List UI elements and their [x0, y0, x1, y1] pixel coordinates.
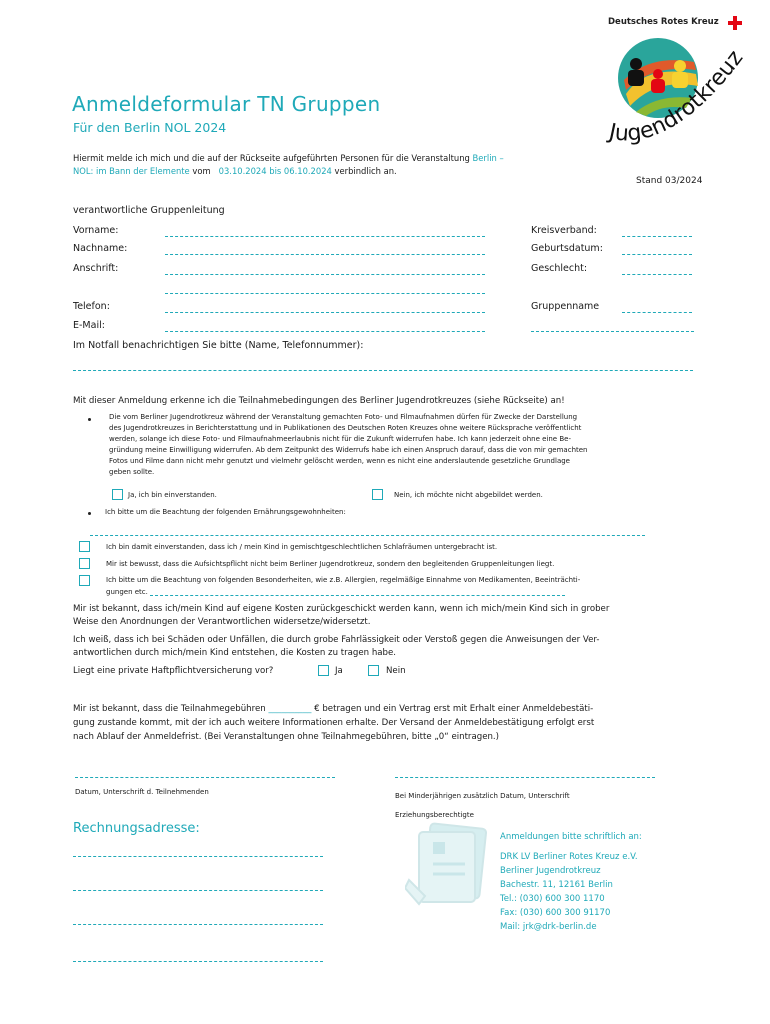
- liability-yes-label: Ja: [335, 666, 343, 676]
- geburtsdatum-field[interactable]: [622, 254, 692, 255]
- signature-right-label: Bei Minderjährigen zusätzlich Datum, Unterschrift Erziehungsberechtigte: [395, 792, 570, 819]
- kreisverband-label: Kreisverband:: [531, 225, 597, 236]
- liability-no-label: Nein: [386, 666, 406, 676]
- email-field[interactable]: [165, 331, 485, 332]
- red-cross-icon: [728, 16, 742, 30]
- signature-right-line[interactable]: [395, 777, 655, 778]
- contact-line: Fax: (030) 600 300 91170: [500, 908, 611, 918]
- liability-yes-checkbox[interactable]: [318, 665, 329, 676]
- photo-consent-text: Die vom Berliner Jugendrotkreuz während der Veranstaltung gemachten Foto- und Filmaufnahmen dürfen für Zwecke der Darstellung des Jugendrotkreuzes in Berichterstattung und in Publikationen des Deutschen Roten Kreuzes ohne weitere Rücksprache veröffentlicht werden, solange ich diese Foto- und Filmaufnahmeerlaubnis nicht für die Zukunft widerrufen habe. Ich kann jederzeit ohne eine Be- gründung meine Einwilligung widerrufen. Ab dem Zeitpunkt des Widerrufs habe ich einen Anspruch darauf, dass die von mir gemachten Fotos und Filme dann nicht mehr genutzt und vielmehr gelöscht werden, wenn es nicht eine anderslautende gesetzliche Grundlage geben sollte.: [109, 413, 588, 476]
- nachname-label: Nachname:: [73, 243, 128, 254]
- vorname-label: Vorname:: [73, 225, 119, 236]
- org-name: Deutsches Rotes Kreuz: [608, 17, 719, 27]
- geburtsdatum-label: Geburtsdatum:: [531, 243, 603, 254]
- document-pen-icon: [405, 820, 495, 915]
- diet-label: Ich bitte um die Beachtung der folgenden Ernährungsgewohnheiten:: [105, 508, 346, 516]
- email-label: E-Mail:: [73, 320, 105, 331]
- accept-terms-text: Mit dieser Anmeldung erkenne ich die Teilnahmebedingungen des Berliner Jugendrotkreuzes (siehe Rückseite) an!: [73, 396, 565, 406]
- page-subtitle: Für den Berlin NOL 2024: [73, 120, 227, 135]
- mixed-rooms-label: Ich bin damit einverstanden, dass ich / mein Kind in gemischtgeschlechtlichen Schlafräumen untergebracht ist.: [106, 543, 498, 551]
- supervision-checkbox[interactable]: [79, 558, 90, 569]
- gruppenname-field[interactable]: [622, 312, 692, 313]
- special-needs-label-2: gungen etc.: [106, 588, 148, 596]
- geschlecht-label: Geschlecht:: [531, 263, 588, 274]
- bullet-diet: [88, 512, 91, 515]
- billing-line-1[interactable]: [73, 856, 323, 857]
- photo-no-checkbox[interactable]: [372, 489, 383, 500]
- anschrift-field-1[interactable]: [165, 274, 485, 275]
- anschrift-field-2[interactable]: [165, 293, 485, 294]
- vorname-field[interactable]: [165, 236, 485, 237]
- billing-line-4[interactable]: [73, 961, 323, 962]
- signature-left-line[interactable]: [75, 777, 335, 778]
- special-needs-label-1: Ich bitte um die Beachtung von folgenden Besonderheiten, wie z.B. Allergien, regelmäßige Einnahme von Medikamenten, Beeinträchti-: [106, 576, 581, 584]
- special-needs-field[interactable]: [150, 595, 565, 596]
- billing-line-3[interactable]: [73, 924, 323, 925]
- telefon-label: Telefon:: [73, 301, 110, 312]
- special-needs-checkbox[interactable]: [79, 575, 90, 586]
- photo-no-label: Nein, ich möchte nicht abgebildet werden.: [394, 491, 543, 499]
- signature-left-label: Datum, Unterschrift d. Teilnehmenden: [75, 788, 209, 796]
- mixed-rooms-checkbox[interactable]: [79, 541, 90, 552]
- drk-logo: [600, 14, 750, 154]
- liability-question: Liegt eine private Haftpflichtversicherung vor?: [73, 666, 274, 676]
- intro-text: Hiermit melde ich mich und die auf der Rückseite aufgeführten Personen für die Veranstaltung Berlin – NOL: im Bann der Elemente vom 03.10.2024 bis 06.10.2024 verbindlich an.: [73, 153, 504, 176]
- photo-yes-checkbox[interactable]: [112, 489, 123, 500]
- photo-yes-label: Ja, ich bin einverstanden.: [128, 491, 217, 499]
- anschrift-label: Anschrift:: [73, 263, 119, 274]
- stand-date: Stand 03/2024: [636, 176, 703, 186]
- billing-line-2[interactable]: [73, 890, 323, 891]
- liability-no-checkbox[interactable]: [368, 665, 379, 676]
- notfall-label: Im Notfall benachrichtigen Sie bitte (Name, Telefonnummer):: [73, 340, 364, 351]
- gruppenname-field-2[interactable]: [531, 331, 694, 332]
- damage-text: Ich weiß, dass ich bei Schäden oder Unfällen, die durch grobe Fahrlässigkeit oder Verstoß gegen die Anweisungen der Ver- antwortlichen durch mich/mein Kind entstehen, die Kosten zu tragen habe.: [73, 635, 600, 658]
- telefon-field[interactable]: [165, 312, 485, 313]
- kreisverband-field[interactable]: [622, 236, 692, 237]
- jugendrotkreuz-wordmark: [600, 42, 750, 152]
- bullet-photo: [88, 418, 91, 421]
- contact-line: Berliner Jugendrotkreuz: [500, 866, 601, 876]
- billing-heading: Rechnungsadresse:: [73, 821, 200, 836]
- contact-line: Tel.: (030) 600 300 1170: [500, 894, 605, 904]
- contact-block: [500, 850, 638, 934]
- gruppenname-label: Gruppenname: [531, 301, 600, 312]
- notfall-field[interactable]: [73, 370, 693, 371]
- fee-text: Mir ist bekannt, dass die Teilnahmegebühren __________ € betragen und ein Vertrag erst mit Erhalt einer Anmeldebestäti- gung zustande kommt, mit der ich auch weitere Informationen erhalte. Der Versand der Anmeldebestätigung erfolgt erst nach Ablauf der Anmeldefrist. (Bei Veranstaltungen ohne Teilnahmegebühren, bitte „0“ eintragen.): [73, 704, 595, 742]
- diet-field[interactable]: [90, 535, 645, 536]
- contact-line: Bachestr. 11, 12161 Berlin: [500, 880, 613, 890]
- geschlecht-field[interactable]: [622, 274, 692, 275]
- contact-line: DRK LV Berliner Rotes Kreuz e.V.: [500, 852, 638, 862]
- fee-field[interactable]: __________: [268, 704, 312, 714]
- contact-heading: Anmeldungen bitte schriftlich an:: [500, 832, 642, 842]
- contact-email-link[interactable]: Mail: jrk@drk-berlin.de: [500, 922, 597, 932]
- supervision-label: Mir ist bewusst, dass die Aufsichtspflicht nicht beim Berliner Jugendrotkreuz, sondern den begleitenden Gruppenleitungen liegt.: [106, 560, 555, 568]
- nachname-field[interactable]: [165, 254, 485, 255]
- leader-heading: verantwortliche Gruppenleitung: [73, 205, 225, 216]
- svg-text:Jugendrotkreuz: Jugendrotkreuz: [606, 45, 749, 147]
- sendhome-text: Mir ist bekannt, dass ich/mein Kind auf eigene Kosten zurückgeschickt werden kann, wenn ich mich/mein Kind sich in grober Weise den Anordnungen der Verantwortlichen widersetze/widersetzt.: [73, 604, 610, 627]
- page-title: Anmeldeformular TN Gruppen: [72, 92, 381, 116]
